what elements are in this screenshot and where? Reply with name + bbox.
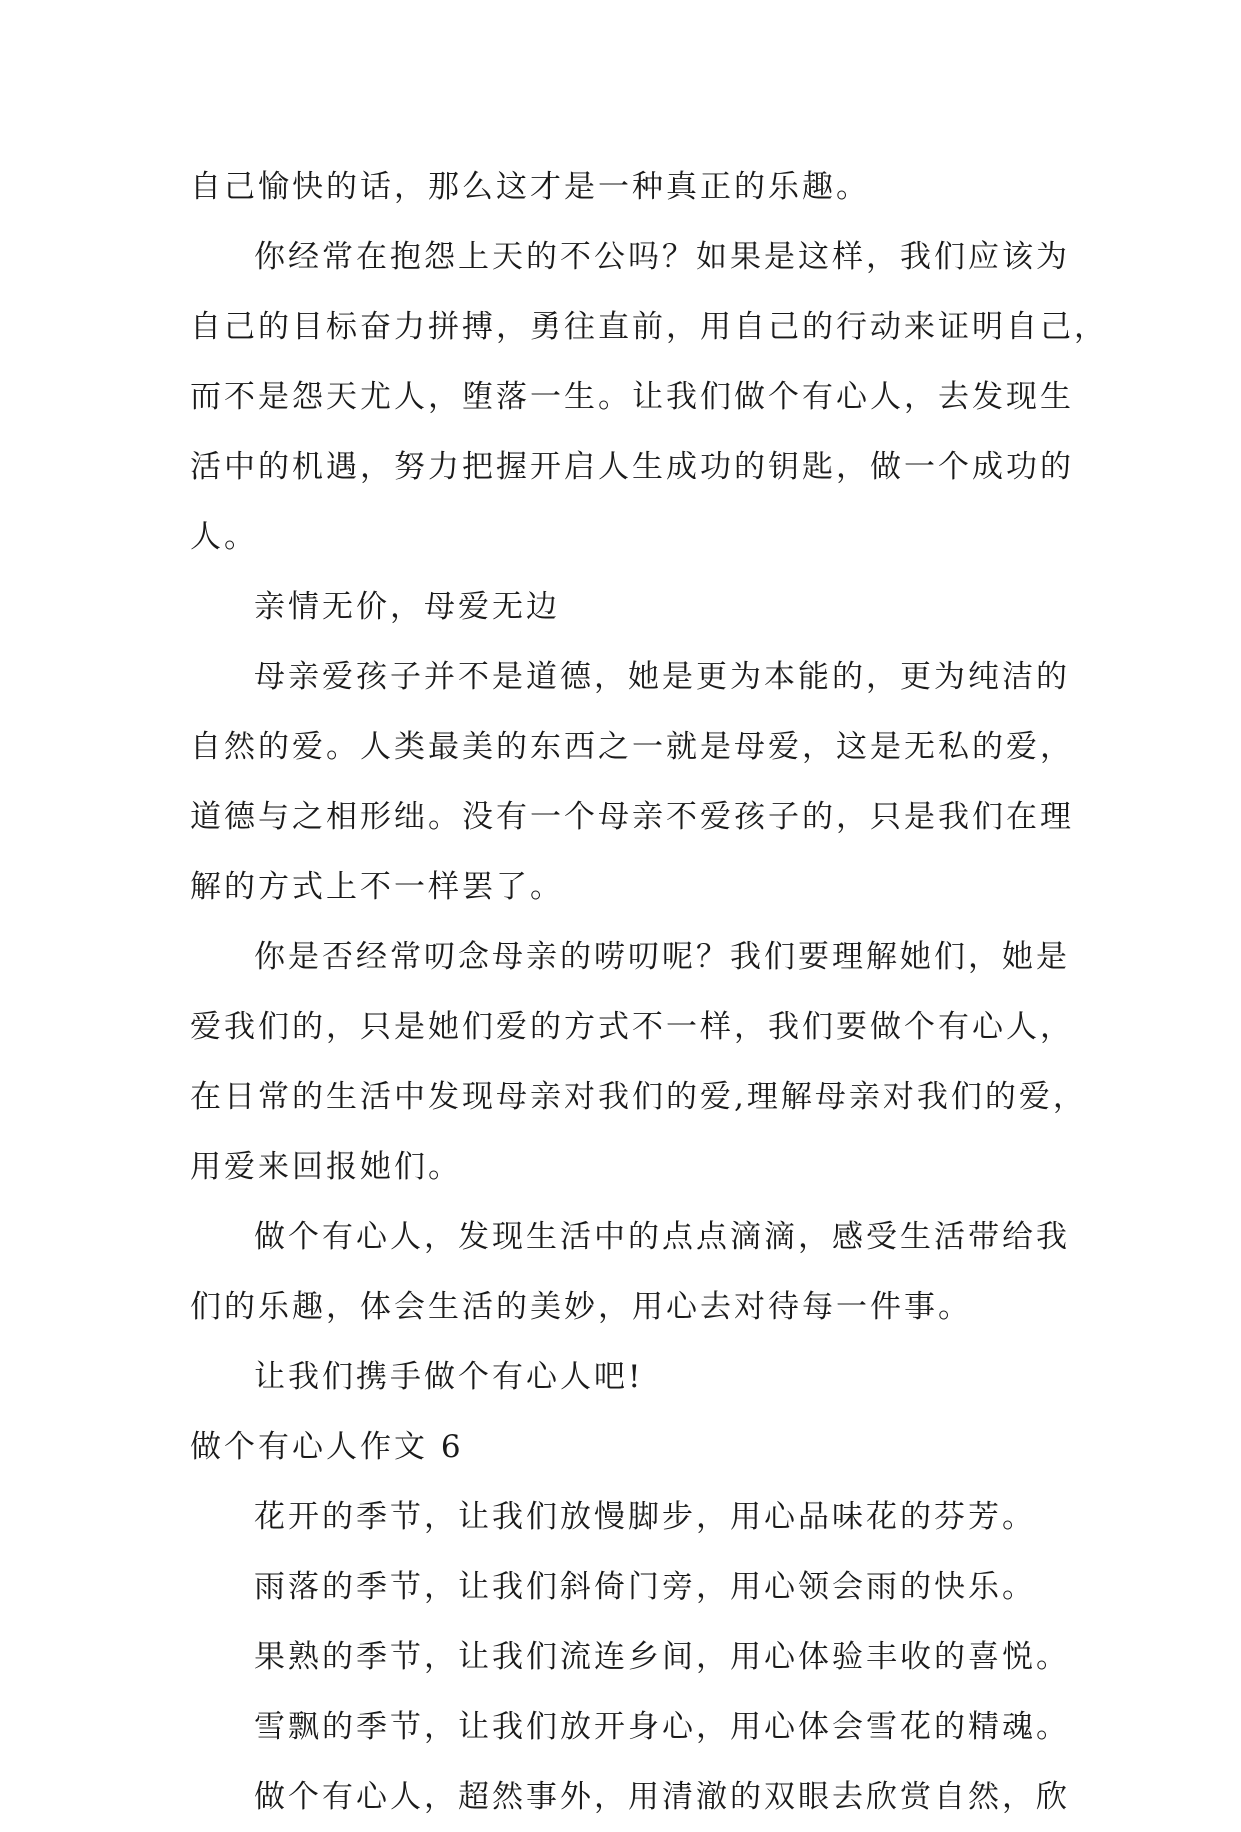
text-line: 人。 [190, 519, 258, 555]
text-line: 活中的机遇，努力把握开启人生成功的钥匙，做一个成功的 [190, 449, 1074, 485]
text-line: 道德与之相形绌。没有一个母亲不爱孩子的，只是我们在理 [190, 799, 1074, 835]
text-line: 们的乐趣，体会生活的美妙，用心去对待每一件事。 [190, 1289, 972, 1325]
text-line: 你经常在抱怨上天的不公吗？如果是这样，我们应该为 [254, 239, 1070, 275]
text-line: 花开的季节，让我们放慢脚步，用心品味花的芬芳。 [254, 1499, 1036, 1535]
text-line: 自然的爱。人类最美的东西之一就是母爱，这是无私的爱， [190, 729, 1074, 765]
essay-title: 做个有心人作文 6 [190, 1429, 464, 1465]
text-line: 爱我们的，只是她们爱的方式不一样，我们要做个有心人， [190, 1009, 1074, 1045]
text-line: 做个有心人，发现生活中的点点滴滴，感受生活带给我 [254, 1219, 1070, 1255]
text-line: 用爱来回报她们。 [190, 1149, 462, 1185]
text-line: 自己愉快的话，那么这才是一种真正的乐趣。 [190, 169, 870, 205]
text-line: 雪飘的季节，让我们放开身心，用心体会雪花的精魂。 [254, 1709, 1070, 1745]
text-line: 解的方式上不一样罢了。 [190, 869, 564, 905]
text-line: 而不是怨天尤人，堕落一生。让我们做个有心人，去发现生 [190, 379, 1074, 415]
text-line: 让我们携手做个有心人吧! [254, 1359, 644, 1395]
text-line: 母亲爱孩子并不是道德，她是更为本能的，更为纯洁的 [254, 659, 1070, 695]
text-line: 你是否经常叨念母亲的唠叨呢？我们要理解她们，她是 [254, 939, 1070, 975]
text-line: 雨落的季节，让我们斜倚门旁，用心领会雨的快乐。 [254, 1569, 1036, 1605]
text-line: 自己的目标奋力拼搏，勇往直前，用自己的行动来证明自己， [190, 309, 1108, 345]
text-line: 做个有心人，超然事外，用清澈的双眼去欣赏自然，欣 [254, 1779, 1070, 1815]
text-line: 在日常的生活中发现母亲对我们的爱,理解母亲对我们的爱， [190, 1079, 1087, 1115]
text-line: 果熟的季节，让我们流连乡间，用心体验丰收的喜悦。 [254, 1639, 1070, 1675]
section-heading: 亲情无价，母爱无边 [254, 589, 560, 625]
document-body [190, 152, 1108, 1832]
